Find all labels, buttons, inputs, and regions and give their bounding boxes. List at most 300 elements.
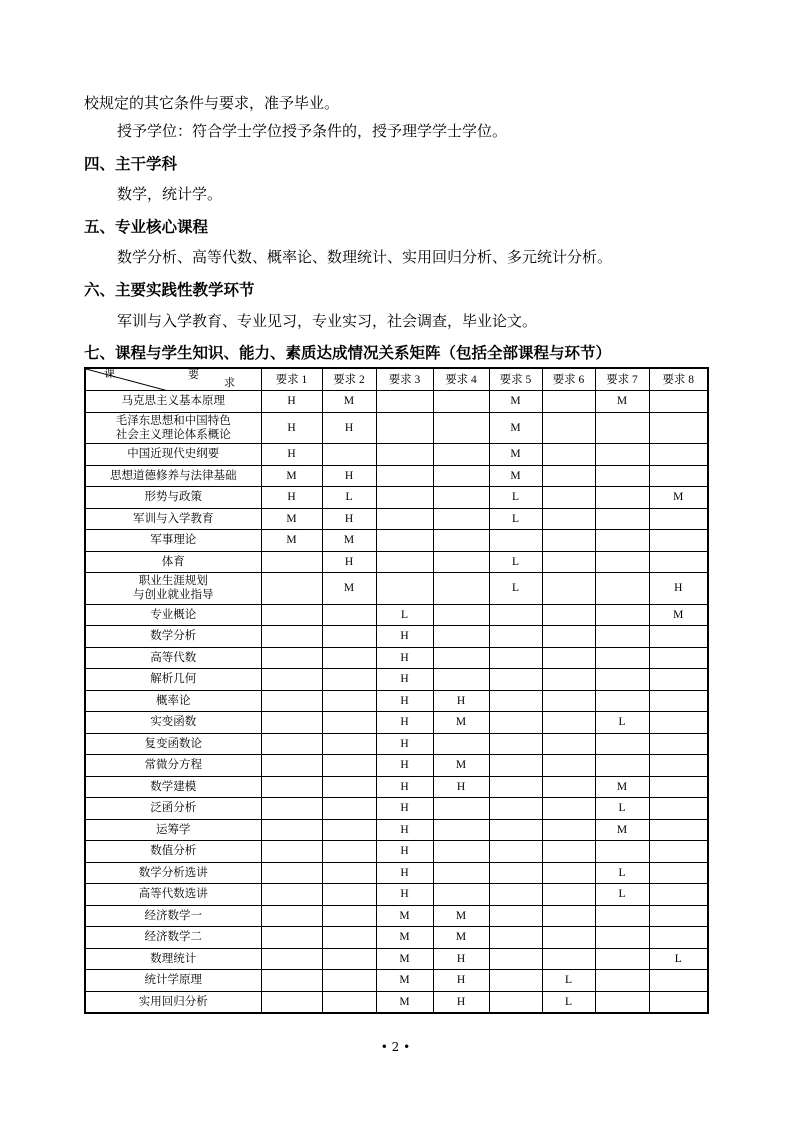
course-name: 高等代数 (85, 647, 261, 669)
level-cell-req-2 (322, 905, 376, 927)
level-cell-req-6 (542, 465, 595, 487)
level-cell-req-2 (322, 776, 376, 798)
heading-core-courses: 五、专业核心课程 (84, 218, 209, 236)
level-cell-req-6 (542, 948, 595, 970)
level-cell-req-7 (595, 733, 649, 755)
level-cell-req-6 (542, 551, 595, 573)
level-cell-req-5: M (489, 444, 542, 466)
level-cell-req-8 (649, 970, 708, 992)
level-cell-req-7 (595, 905, 649, 927)
course-name: 军事理论 (85, 530, 261, 552)
course-name: 思想道德修养与法律基础 (85, 465, 261, 487)
level-cell-req-5 (489, 862, 542, 884)
table-row (85, 573, 708, 605)
level-cell-req-2 (322, 626, 376, 648)
paragraph-practice: 军训与入学教育、专业见习，专业实习，社会调查，毕业论文。 (117, 312, 538, 330)
level-cell-req-6 (542, 733, 595, 755)
level-cell-req-6 (542, 444, 595, 466)
level-cell-req-6 (542, 905, 595, 927)
course-name: 常微分方程 (85, 755, 261, 777)
level-cell-req-5: L (489, 508, 542, 530)
level-cell-req-2 (322, 819, 376, 841)
course-name: 数学分析 (85, 626, 261, 648)
table-row (85, 412, 708, 444)
level-cell-req-5 (489, 819, 542, 841)
level-cell-req-4 (433, 444, 489, 466)
level-cell-req-7 (595, 755, 649, 777)
level-cell-req-6 (542, 647, 595, 669)
level-cell-req-6 (542, 841, 595, 863)
course-name: 数值分析 (85, 841, 261, 863)
level-cell-req-5 (489, 991, 542, 1013)
level-cell-req-7 (595, 948, 649, 970)
level-cell-req-4 (433, 647, 489, 669)
table-row (85, 465, 708, 487)
course-name: 数学分析选讲 (85, 862, 261, 884)
level-cell-req-8 (649, 412, 708, 444)
level-cell-req-1 (261, 948, 322, 970)
level-cell-req-2 (322, 970, 376, 992)
header-req-8: 要求 8 (649, 368, 708, 391)
level-cell-req-5: M (489, 391, 542, 413)
level-cell-req-1: H (261, 391, 322, 413)
level-cell-req-4 (433, 412, 489, 444)
level-cell-req-6 (542, 412, 595, 444)
level-cell-req-6 (542, 755, 595, 777)
level-cell-req-4: M (433, 927, 489, 949)
level-cell-req-4 (433, 884, 489, 906)
paragraph-continuation: 校规定的其它条件与要求，准予毕业。 (84, 94, 340, 112)
table-row (85, 604, 708, 626)
level-cell-req-4 (433, 819, 489, 841)
course-name: 运筹学 (85, 819, 261, 841)
level-cell-req-3: H (376, 862, 433, 884)
header-row (85, 368, 708, 391)
level-cell-req-1 (261, 927, 322, 949)
level-cell-req-4 (433, 530, 489, 552)
level-cell-req-6 (542, 604, 595, 626)
level-cell-req-3: M (376, 905, 433, 927)
table-row (85, 626, 708, 648)
level-cell-req-8: M (649, 487, 708, 509)
level-cell-req-6 (542, 798, 595, 820)
level-cell-req-5 (489, 755, 542, 777)
level-cell-req-1 (261, 626, 322, 648)
level-cell-req-8 (649, 530, 708, 552)
level-cell-req-3: H (376, 626, 433, 648)
level-cell-req-8 (649, 465, 708, 487)
course-name: 解析几何 (85, 669, 261, 691)
header-req-6: 要求 6 (542, 368, 595, 391)
level-cell-req-1 (261, 647, 322, 669)
level-cell-req-4: M (433, 755, 489, 777)
paragraph-core-courses: 数学分析、高等代数、概率论、数理统计、实用回归分析、多元统计分析。 (117, 248, 613, 266)
level-cell-req-4 (433, 669, 489, 691)
level-cell-req-5 (489, 927, 542, 949)
level-cell-req-1 (261, 798, 322, 820)
level-cell-req-7 (595, 970, 649, 992)
level-cell-req-5 (489, 970, 542, 992)
level-cell-req-4 (433, 508, 489, 530)
level-cell-req-7: M (595, 776, 649, 798)
level-cell-req-4 (433, 862, 489, 884)
level-cell-req-1 (261, 776, 322, 798)
level-cell-req-5: L (489, 551, 542, 573)
level-cell-req-6 (542, 669, 595, 691)
level-cell-req-6 (542, 626, 595, 648)
level-cell-req-8: M (649, 604, 708, 626)
table-row (85, 669, 708, 691)
level-cell-req-7 (595, 669, 649, 691)
level-cell-req-3: H (376, 712, 433, 734)
level-cell-req-3: H (376, 776, 433, 798)
level-cell-req-2: H (322, 508, 376, 530)
course-name: 马克思主义基本原理 (85, 391, 261, 413)
level-cell-req-2 (322, 444, 376, 466)
level-cell-req-7: M (595, 391, 649, 413)
level-cell-req-7 (595, 626, 649, 648)
level-cell-req-5 (489, 530, 542, 552)
level-cell-req-2 (322, 604, 376, 626)
level-cell-req-8 (649, 776, 708, 798)
level-cell-req-7 (595, 991, 649, 1013)
level-cell-req-8 (649, 712, 708, 734)
level-cell-req-8 (649, 884, 708, 906)
level-cell-req-7: M (595, 819, 649, 841)
level-cell-req-5: M (489, 412, 542, 444)
course-name (85, 412, 261, 444)
table-row (85, 712, 708, 734)
level-cell-req-8 (649, 819, 708, 841)
level-cell-req-8 (649, 733, 708, 755)
corner-cell (85, 368, 261, 391)
table-row (85, 690, 708, 712)
level-cell-req-1 (261, 669, 322, 691)
level-cell-req-3 (376, 573, 433, 605)
level-cell-req-4: H (433, 991, 489, 1013)
level-cell-req-3: M (376, 948, 433, 970)
level-cell-req-2: M (322, 391, 376, 413)
level-cell-req-2 (322, 884, 376, 906)
level-cell-req-5: L (489, 487, 542, 509)
level-cell-req-3: M (376, 927, 433, 949)
level-cell-req-6: L (542, 970, 595, 992)
level-cell-req-8 (649, 690, 708, 712)
level-cell-req-6 (542, 819, 595, 841)
course-name (85, 573, 261, 605)
level-cell-req-8 (649, 444, 708, 466)
level-cell-req-3: H (376, 884, 433, 906)
level-cell-req-2 (322, 755, 376, 777)
level-cell-req-3: H (376, 690, 433, 712)
level-cell-req-7 (595, 530, 649, 552)
level-cell-req-1: H (261, 487, 322, 509)
level-cell-req-8 (649, 391, 708, 413)
level-cell-req-8 (649, 927, 708, 949)
course-name: 体育 (85, 551, 261, 573)
level-cell-req-1 (261, 991, 322, 1013)
level-cell-req-7: L (595, 884, 649, 906)
level-cell-req-4: M (433, 712, 489, 734)
course-name: 概率论 (85, 690, 261, 712)
corner-label-right: 求 (224, 377, 235, 389)
level-cell-req-1 (261, 841, 322, 863)
level-cell-req-4 (433, 798, 489, 820)
level-cell-req-5 (489, 712, 542, 734)
level-cell-req-6: L (542, 991, 595, 1013)
level-cell-req-2: M (322, 530, 376, 552)
header-req-2: 要求 2 (322, 368, 376, 391)
level-cell-req-1 (261, 884, 322, 906)
level-cell-req-3: H (376, 819, 433, 841)
course-name-line: 与创业就业指导 (133, 589, 214, 602)
level-cell-req-4: H (433, 948, 489, 970)
level-cell-req-5 (489, 841, 542, 863)
level-cell-req-7 (595, 412, 649, 444)
level-cell-req-2: H (322, 465, 376, 487)
level-cell-req-5 (489, 798, 542, 820)
level-cell-req-1: M (261, 508, 322, 530)
level-cell-req-1 (261, 970, 322, 992)
level-cell-req-7 (595, 551, 649, 573)
level-cell-req-1 (261, 712, 322, 734)
table-row (85, 776, 708, 798)
corner-label-course: 课 (104, 368, 115, 380)
page-number: • 2 • (380, 1040, 411, 1054)
level-cell-req-3: M (376, 970, 433, 992)
level-cell-req-6 (542, 391, 595, 413)
level-cell-req-8 (649, 755, 708, 777)
level-cell-req-7 (595, 465, 649, 487)
level-cell-req-6 (542, 862, 595, 884)
table-row (85, 798, 708, 820)
level-cell-req-4: H (433, 970, 489, 992)
level-cell-req-3 (376, 551, 433, 573)
level-cell-req-8 (649, 669, 708, 691)
table-row (85, 755, 708, 777)
level-cell-req-3: H (376, 669, 433, 691)
table-row (85, 530, 708, 552)
level-cell-req-1 (261, 862, 322, 884)
level-cell-req-3: H (376, 755, 433, 777)
level-cell-req-6 (542, 712, 595, 734)
level-cell-req-5 (489, 905, 542, 927)
level-cell-req-5 (489, 690, 542, 712)
level-cell-req-5 (489, 604, 542, 626)
level-cell-req-3 (376, 487, 433, 509)
level-cell-req-5 (489, 884, 542, 906)
level-cell-req-7: L (595, 862, 649, 884)
level-cell-req-2: L (322, 487, 376, 509)
course-name-line: 社会主义理论体系概论 (115, 428, 231, 441)
level-cell-req-1 (261, 604, 322, 626)
course-name: 数学建模 (85, 776, 261, 798)
level-cell-req-7 (595, 690, 649, 712)
level-cell-req-2 (322, 733, 376, 755)
level-cell-req-7 (595, 573, 649, 605)
level-cell-req-4 (433, 626, 489, 648)
table-row (85, 819, 708, 841)
level-cell-req-6 (542, 776, 595, 798)
level-cell-req-3: H (376, 647, 433, 669)
level-cell-req-4 (433, 487, 489, 509)
level-cell-req-3: H (376, 733, 433, 755)
level-cell-req-8 (649, 991, 708, 1013)
level-cell-req-1: H (261, 444, 322, 466)
course-requirement-matrix (84, 367, 709, 1014)
level-cell-req-4 (433, 573, 489, 605)
level-cell-req-8 (649, 841, 708, 863)
level-cell-req-1: H (261, 412, 322, 444)
header-req-5: 要求 5 (489, 368, 542, 391)
table-row (85, 733, 708, 755)
level-cell-req-1 (261, 573, 322, 605)
header-req-4: 要求 4 (433, 368, 489, 391)
level-cell-req-4 (433, 465, 489, 487)
level-cell-req-8 (649, 508, 708, 530)
level-cell-req-3 (376, 465, 433, 487)
level-cell-req-6 (542, 690, 595, 712)
level-cell-req-6 (542, 508, 595, 530)
level-cell-req-8: L (649, 948, 708, 970)
level-cell-req-4: M (433, 905, 489, 927)
course-name: 数理统计 (85, 948, 261, 970)
level-cell-req-6 (542, 530, 595, 552)
level-cell-req-6 (542, 487, 595, 509)
heading-main-disciplines: 四、主干学科 (84, 155, 178, 173)
table-row (85, 884, 708, 906)
level-cell-req-5: L (489, 573, 542, 605)
table-row (85, 391, 708, 413)
level-cell-req-7: L (595, 712, 649, 734)
level-cell-req-4 (433, 841, 489, 863)
level-cell-req-7 (595, 927, 649, 949)
course-name-line: 毛泽东思想和中国特色 (115, 414, 231, 427)
course-name: 泛函分析 (85, 798, 261, 820)
level-cell-req-2: H (322, 412, 376, 444)
level-cell-req-2 (322, 669, 376, 691)
course-name: 统计学原理 (85, 970, 261, 992)
table-row (85, 948, 708, 970)
course-name: 经济数学一 (85, 905, 261, 927)
level-cell-req-1: M (261, 530, 322, 552)
level-cell-req-1 (261, 819, 322, 841)
level-cell-req-5 (489, 647, 542, 669)
level-cell-req-1 (261, 690, 322, 712)
paragraph-degree: 授予学位：符合学士学位授予条件的，授予理学学士学位。 (117, 122, 508, 140)
course-name: 实用回归分析 (85, 991, 261, 1013)
level-cell-req-8 (649, 626, 708, 648)
level-cell-req-6 (542, 573, 595, 605)
table-row (85, 970, 708, 992)
table-row (85, 905, 708, 927)
level-cell-req-3 (376, 391, 433, 413)
level-cell-req-5 (489, 626, 542, 648)
table-row (85, 991, 708, 1013)
level-cell-req-2 (322, 712, 376, 734)
matrix-body (85, 391, 708, 1014)
level-cell-req-5 (489, 776, 542, 798)
table-row (85, 551, 708, 573)
level-cell-req-8 (649, 647, 708, 669)
level-cell-req-4 (433, 604, 489, 626)
header-req-1: 要求 1 (261, 368, 322, 391)
level-cell-req-3: M (376, 991, 433, 1013)
table-row (85, 927, 708, 949)
level-cell-req-2: M (322, 573, 376, 605)
course-name: 复变函数论 (85, 733, 261, 755)
level-cell-req-2 (322, 927, 376, 949)
level-cell-req-3: H (376, 798, 433, 820)
level-cell-req-3: L (376, 604, 433, 626)
level-cell-req-8: H (649, 573, 708, 605)
table-row (85, 862, 708, 884)
level-cell-req-4 (433, 733, 489, 755)
level-cell-req-5 (489, 948, 542, 970)
course-name: 军训与入学教育 (85, 508, 261, 530)
level-cell-req-2 (322, 862, 376, 884)
table-row (85, 841, 708, 863)
level-cell-req-6 (542, 884, 595, 906)
level-cell-req-7 (595, 487, 649, 509)
table-row (85, 647, 708, 669)
table-row (85, 508, 708, 530)
level-cell-req-7 (595, 444, 649, 466)
level-cell-req-1 (261, 905, 322, 927)
level-cell-req-7 (595, 647, 649, 669)
level-cell-req-4 (433, 551, 489, 573)
heading-matrix: 七、课程与学生知识、能力、素质达成情况关系矩阵（包括全部课程与环节） (84, 344, 612, 362)
level-cell-req-8 (649, 862, 708, 884)
level-cell-req-2 (322, 690, 376, 712)
level-cell-req-7 (595, 508, 649, 530)
course-name: 专业概论 (85, 604, 261, 626)
level-cell-req-5 (489, 733, 542, 755)
course-name: 形势与政策 (85, 487, 261, 509)
course-name-line: 职业生涯规划 (138, 575, 208, 588)
level-cell-req-4 (433, 391, 489, 413)
heading-practice: 六、主要实践性教学环节 (84, 281, 255, 299)
level-cell-req-5: M (489, 465, 542, 487)
level-cell-req-2 (322, 647, 376, 669)
level-cell-req-2 (322, 798, 376, 820)
level-cell-req-3 (376, 412, 433, 444)
level-cell-req-6 (542, 927, 595, 949)
level-cell-req-1 (261, 733, 322, 755)
level-cell-req-3: H (376, 841, 433, 863)
table-row (85, 444, 708, 466)
level-cell-req-5 (489, 669, 542, 691)
level-cell-req-2 (322, 948, 376, 970)
level-cell-req-7 (595, 604, 649, 626)
corner-label-top: 要 (188, 369, 199, 381)
level-cell-req-4: H (433, 690, 489, 712)
level-cell-req-2 (322, 841, 376, 863)
level-cell-req-3 (376, 444, 433, 466)
course-name: 实变函数 (85, 712, 261, 734)
level-cell-req-7: L (595, 798, 649, 820)
course-name: 经济数学二 (85, 927, 261, 949)
level-cell-req-1 (261, 755, 322, 777)
course-name: 高等代数选讲 (85, 884, 261, 906)
level-cell-req-4: H (433, 776, 489, 798)
level-cell-req-1 (261, 551, 322, 573)
header-req-3: 要求 3 (376, 368, 433, 391)
level-cell-req-3 (376, 530, 433, 552)
course-name: 中国近现代史纲要 (85, 444, 261, 466)
level-cell-req-8 (649, 551, 708, 573)
level-cell-req-7 (595, 841, 649, 863)
